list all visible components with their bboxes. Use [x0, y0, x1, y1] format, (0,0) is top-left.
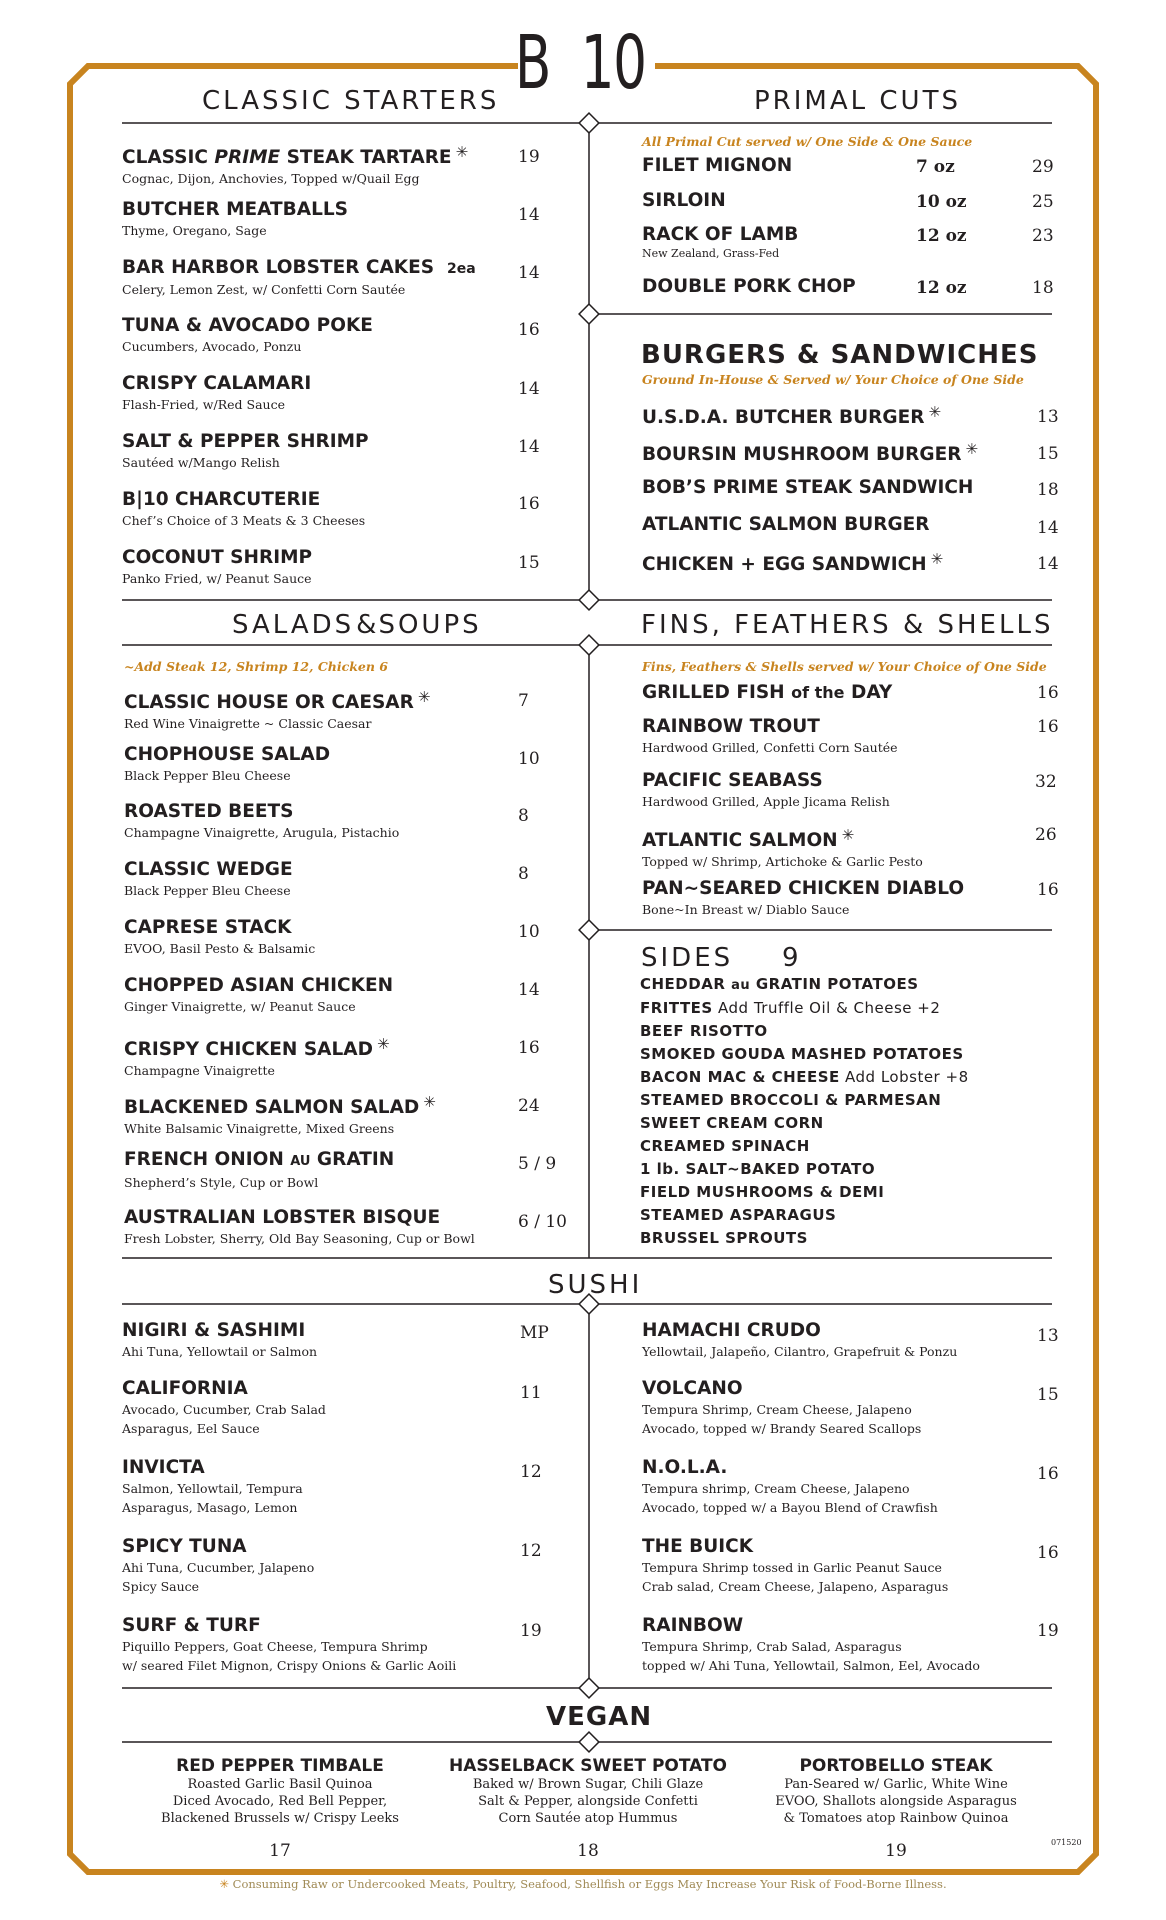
- list-item: CLASSIC WEDGE Black Pepper Bleu Cheese: [124, 859, 293, 898]
- fins-title: FINS, FEATHERS & SHELLS: [641, 610, 1054, 640]
- star-icon: ✳: [928, 404, 942, 421]
- item-price: 11: [520, 1383, 542, 1403]
- star-icon: ✳: [455, 143, 469, 161]
- list-item: RAINBOW TROUT Hardwood Grilled, Confetti Corn Sautée: [642, 716, 898, 755]
- vegan-item: RED PEPPER TIMBALE Roasted Garlic Basil Quinoa Diced Avocado, Red Bell Pepper, Blackened Brussels w/ Crispy Leeks 17: [140, 1756, 420, 1861]
- item-price: 16: [1037, 683, 1059, 703]
- list-item: DOUBLE PORK CHOP: [642, 276, 856, 297]
- item-price: 12: [520, 1462, 542, 1482]
- item-price: 14: [518, 205, 540, 225]
- item-price: 13: [1037, 1326, 1059, 1346]
- item-price: 14: [518, 980, 540, 1000]
- sides-price: 9: [782, 943, 799, 973]
- vegan-item: HASSELBACK SWEET POTATO Baked w/ Brown Sugar, Chili Glaze Salt & Pepper, alongside Confetti Corn Sautée atop Hummus 18: [448, 1756, 728, 1861]
- item-price: 8: [518, 864, 529, 884]
- list-item: CRISPY CALAMARI Flash-Fried, w/Red Sauce: [122, 373, 312, 412]
- item-size: 12 oz: [916, 226, 967, 246]
- item-price: 16: [518, 320, 540, 340]
- item-price: 13: [1037, 407, 1059, 427]
- item-price: 16: [1037, 1464, 1059, 1484]
- item-price: 18: [1032, 278, 1054, 298]
- fins-note: Fins, Feathers & Shells served w/ Your Choice of One Side: [642, 659, 1047, 674]
- list-item: BOURSIN MUSHROOM BURGER ✳: [642, 441, 979, 465]
- sushi-title: SUSHI: [548, 1270, 643, 1300]
- item-price: 18: [577, 1841, 599, 1861]
- item-price: 24: [518, 1096, 540, 1116]
- list-item: CHICKEN + EGG SANDWICH ✳: [642, 551, 944, 575]
- list-item: U.S.D.A. BUTCHER BURGER ✳: [642, 404, 942, 428]
- item-price: 16: [1037, 880, 1059, 900]
- item-price: MP: [520, 1323, 549, 1343]
- list-item: 1 lb. SALT~BAKED POTATO: [640, 1160, 876, 1178]
- list-item: RACK OF LAMB New Zealand, Grass-Fed: [642, 224, 799, 260]
- item-price: 16: [1037, 1543, 1059, 1563]
- item-price: 14: [518, 437, 540, 457]
- list-item: STEAMED ASPARAGUS: [640, 1206, 837, 1224]
- list-item: BUTCHER MEATBALLS Thyme, Oregano, Sage: [122, 199, 348, 238]
- list-item: AUSTRALIAN LOBSTER BISQUE Fresh Lobster, Sherry, Old Bay Seasoning, Cup or Bowl: [124, 1207, 475, 1246]
- item-price: 7: [518, 691, 529, 711]
- logo-letter: B: [514, 20, 550, 106]
- list-item: FIELD MUSHROOMS & DEMI: [640, 1183, 885, 1201]
- list-item: B|10 CHARCUTERIE Chef’s Choice of 3 Meats & 3 Cheeses: [122, 489, 366, 528]
- star-icon: ✳: [965, 441, 979, 458]
- list-item: BLACKENED SALMON SALAD ✳ White Balsamic Vinaigrette, Mixed Greens: [124, 1093, 436, 1136]
- star-icon: ✳: [930, 551, 944, 568]
- vegan-item: PORTOBELLO STEAK Pan-Seared w/ Garlic, White Wine EVOO, Shallots alongside Asparagus & Tomatoes atop Rainbow Quinoa 19: [756, 1756, 1036, 1861]
- menu-code: 071520: [1051, 1838, 1082, 1847]
- item-price: 5 / 9: [518, 1154, 557, 1174]
- list-item: SMOKED GOUDA MASHED POTATOES: [640, 1045, 964, 1063]
- list-item: CHOPHOUSE SALAD Black Pepper Bleu Cheese: [124, 744, 331, 783]
- star-icon: ✳: [841, 826, 855, 844]
- list-item: CHEDDAR au GRATIN POTATOES: [640, 975, 919, 993]
- list-item: FRITTES Add Truffle Oil & Cheese +2: [640, 999, 941, 1017]
- item-size: 7 oz: [916, 157, 955, 177]
- star-icon: ✳: [417, 688, 431, 706]
- list-item: CHOPPED ASIAN CHICKEN Ginger Vinaigrette, w/ Peanut Sauce: [124, 975, 394, 1014]
- vegan-title: VEGAN: [546, 1702, 653, 1732]
- list-item: VOLCANO Tempura Shrimp, Cream Cheese, Jalapeno Avocado, topped w/ Brandy Seared Scallops: [642, 1378, 922, 1436]
- item-price: 19: [520, 1621, 542, 1641]
- item-price: 25: [1032, 192, 1054, 212]
- burgers-title: BURGERS & SANDWICHES: [641, 340, 1039, 370]
- sides-list: [640, 973, 969, 1250]
- list-item: INVICTA Salmon, Yellowtail, Tempura Asparagus, Masago, Lemon: [122, 1457, 303, 1515]
- list-item: CAPRESE STACK EVOO, Basil Pesto & Balsamic: [124, 917, 316, 956]
- salads-note: ~Add Steak 12, Shrimp 12, Chicken 6: [124, 659, 388, 674]
- list-item: PACIFIC SEABASS Hardwood Grilled, Apple Jicama Relish: [642, 770, 890, 809]
- list-item: CREAMED SPINACH: [640, 1137, 810, 1155]
- logo-number: 10: [580, 20, 646, 106]
- item-price: 23: [1032, 226, 1054, 246]
- primal-title: PRIMAL CUTS: [754, 86, 961, 116]
- item-price: 10: [518, 922, 540, 942]
- primal-note: All Primal Cut served w/ One Side & One Sauce: [642, 134, 973, 149]
- list-item: BEEF RISOTTO: [640, 1022, 768, 1040]
- item-price: 15: [518, 553, 540, 573]
- list-item: ATLANTIC SALMON BURGER: [642, 514, 930, 535]
- list-item: FILET MIGNON: [642, 155, 793, 176]
- item-price: 32: [1035, 772, 1057, 792]
- list-item: SURF & TURF Piquillo Peppers, Goat Cheese, Tempura Shrimp w/ seared Filet Mignon, Crispy Onions & Garlic Aoili: [122, 1615, 457, 1673]
- star-icon: ✳: [376, 1035, 390, 1053]
- salads-title: SALADS&SOUPS: [232, 610, 482, 640]
- star-icon: ✳: [219, 1877, 229, 1891]
- list-item: SWEET CREAM CORN: [640, 1114, 824, 1132]
- item-price: 17: [269, 1841, 291, 1861]
- item-price: 15: [1037, 1385, 1059, 1405]
- item-size: 12 oz: [916, 278, 967, 298]
- list-item: CALIFORNIA Avocado, Cucumber, Crab Salad Asparagus, Eel Sauce: [122, 1378, 326, 1436]
- list-item: N.O.L.A. Tempura shrimp, Cream Cheese, Jalapeno Avocado, topped w/ a Bayou Blend of Crawfish: [642, 1457, 938, 1515]
- item-price: 16: [518, 494, 540, 514]
- item-price: 6 / 10: [518, 1212, 567, 1232]
- list-item: GRILLED FISH of the DAY: [642, 682, 893, 703]
- list-item: CLASSIC PRIME STEAK TARTARE ✳ Cognac, Dijon, Anchovies, Topped w/Quail Egg: [122, 143, 469, 186]
- list-item: SPICY TUNA Ahi Tuna, Cucumber, Jalapeno Spicy Sauce: [122, 1536, 315, 1594]
- list-item: SIRLOIN: [642, 190, 726, 211]
- item-price: 19: [518, 147, 540, 167]
- star-icon: ✳: [423, 1093, 436, 1111]
- list-item: COCONUT SHRIMP Panko Fried, w/ Peanut Sauce: [122, 547, 313, 586]
- item-price: 8: [518, 806, 529, 826]
- food-safety-disclaimer: ✳ Consuming Raw or Undercooked Meats, Poultry, Seafood, Shellfish or Eggs May Increase Your Risk of Food-Borne Illness.: [219, 1877, 947, 1891]
- item-size: 10 oz: [916, 192, 967, 212]
- list-item: ROASTED BEETS Champagne Vinaigrette, Arugula, Pistachio: [124, 801, 400, 840]
- item-price: 26: [1035, 825, 1057, 845]
- list-item: THE BUICK Tempura Shrimp tossed in Garlic Peanut Sauce Crab salad, Cream Cheese, Jalapeno, Asparagus: [642, 1536, 949, 1594]
- burgers-note: Ground In-House & Served w/ Your Choice of One Side: [642, 372, 1024, 387]
- item-price: 14: [518, 263, 540, 283]
- item-price: 15: [1037, 444, 1059, 464]
- list-item: BAR HARBOR LOBSTER CAKES 2ea Celery, Lemon Zest, w/ Confetti Corn Sautée: [122, 257, 476, 297]
- item-price: 19: [885, 1841, 907, 1861]
- item-price: 19: [1037, 1621, 1059, 1641]
- list-item: BOB’S PRIME STEAK SANDWICH: [642, 477, 974, 498]
- brand-logo: [514, 20, 646, 106]
- list-item: BRUSSEL SPROUTS: [640, 1229, 808, 1247]
- list-item: HAMACHI CRUDO Yellowtail, Jalapeño, Cilantro, Grapefruit & Ponzu: [642, 1320, 958, 1359]
- item-price: 29: [1032, 157, 1054, 177]
- item-price: 12: [520, 1541, 542, 1561]
- item-price: 18: [1037, 480, 1059, 500]
- item-price: 14: [1037, 518, 1059, 538]
- item-price: 16: [518, 1038, 540, 1058]
- list-item: CLASSIC HOUSE OR CAESAR ✳ Red Wine Vinaigrette ~ Classic Caesar: [124, 688, 431, 731]
- list-item: ATLANTIC SALMON ✳ Topped w/ Shrimp, Artichoke & Garlic Pesto: [642, 826, 923, 869]
- list-item: CRISPY CHICKEN SALAD ✳ Champagne Vinaigrette: [124, 1035, 390, 1078]
- item-price: 16: [1037, 717, 1059, 737]
- list-item: TUNA & AVOCADO POKE Cucumbers, Avocado, Ponzu: [122, 315, 373, 354]
- list-item: NIGIRI & SASHIMI Ahi Tuna, Yellowtail or Salmon: [122, 1320, 318, 1359]
- item-price: 14: [1037, 554, 1059, 574]
- list-item: STEAMED BROCCOLI & PARMESAN: [640, 1091, 942, 1109]
- list-item: BACON MAC & CHEESE Add Lobster +8: [640, 1068, 969, 1086]
- list-item: SALT & PEPPER SHRIMP Sautéed w/Mango Relish: [122, 431, 369, 470]
- list-item: PAN~SEARED CHICKEN DIABLO Bone~In Breast w/ Diablo Sauce: [642, 878, 965, 917]
- starters-title: CLASSIC STARTERS: [202, 86, 500, 116]
- sides-title: SIDES: [641, 943, 734, 973]
- list-item: RAINBOW Tempura Shrimp, Crab Salad, Asparagus topped w/ Ahi Tuna, Yellowtail, Salmon, Eel, Avocado: [642, 1615, 980, 1673]
- list-item: FRENCH ONION AU GRATIN Shepherd’s Style, Cup or Bowl: [124, 1149, 395, 1190]
- item-price: 10: [518, 749, 540, 769]
- item-price: 14: [518, 379, 540, 399]
